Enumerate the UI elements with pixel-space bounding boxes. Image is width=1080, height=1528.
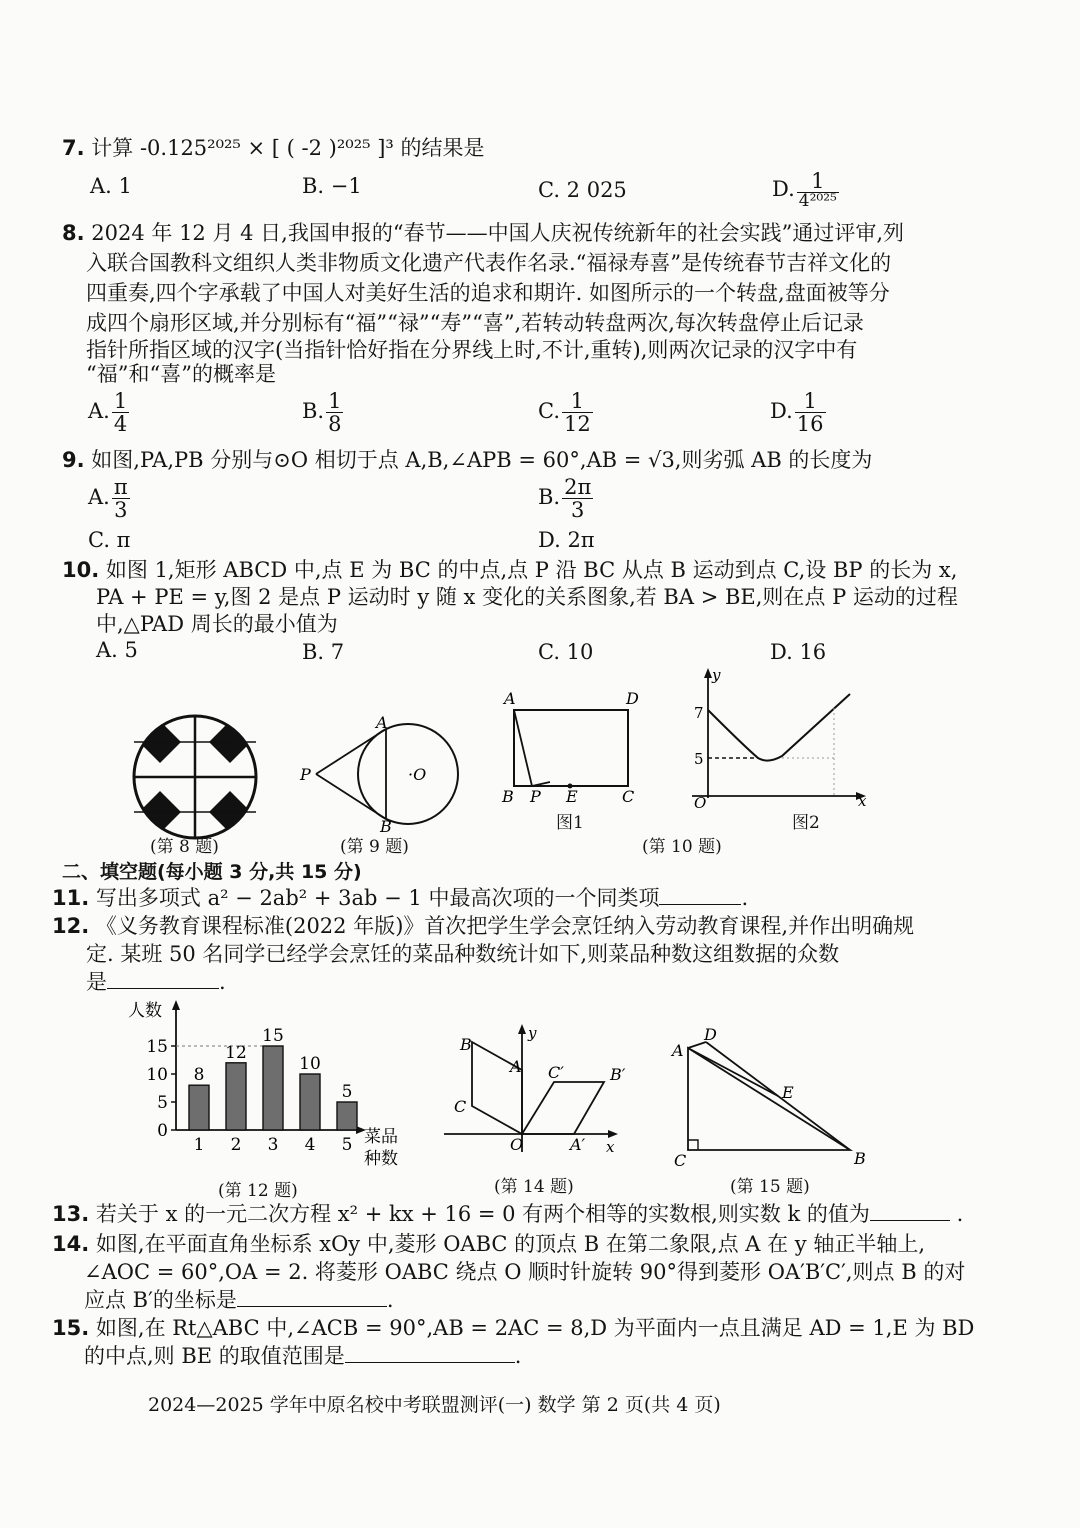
q8-line-4: 成四个扇形区域,并分别标有“福”“禄”“寿”“喜”,若转动转盘两次,每次转盘停止后记录 bbox=[86, 311, 864, 335]
y-tick-label: 10 bbox=[146, 1065, 168, 1085]
q14-text-3: 应点 B′的坐标是 bbox=[84, 1288, 237, 1312]
option-label: C. bbox=[538, 399, 560, 424]
spinner-figure bbox=[130, 712, 260, 842]
fraction-numerator: 1 bbox=[795, 390, 826, 413]
fig9-caption: (第 9 题) bbox=[340, 837, 409, 857]
triangle-abc bbox=[688, 1048, 850, 1150]
label-b: B bbox=[460, 1035, 472, 1054]
q11-number: 11. bbox=[52, 886, 90, 910]
label-e: E bbox=[782, 1083, 794, 1102]
fig14-caption: (第 14 题) bbox=[494, 1177, 574, 1197]
q11-text: 写出多项式 a² − 2ab² + 3ab − 1 中最高次项的一个同类项 bbox=[95, 886, 660, 910]
fraction-denominator: 4²⁰²⁵ bbox=[798, 191, 837, 212]
fraction-denominator: 3 bbox=[114, 498, 128, 523]
fig10-caption: (第 10 题) bbox=[642, 837, 722, 857]
q7-stem bbox=[62, 134, 485, 162]
q9-option-d: D. 2π bbox=[538, 528, 595, 552]
q13-stem bbox=[52, 1200, 963, 1228]
option-fraction bbox=[795, 390, 826, 435]
answer-blank[interactable] bbox=[345, 1344, 515, 1363]
rhombus-figure bbox=[440, 1020, 630, 1160]
q9-text: 如图,PA,PB 分别与⊙O 相切于点 A,B,∠APB = 60°,AB = √3,则劣弧 AB 的长度为 bbox=[91, 448, 873, 472]
label-c: C bbox=[454, 1097, 467, 1116]
fraction-denominator: 8 bbox=[328, 412, 342, 437]
chart-xlabel-line1: 菜品 bbox=[364, 1127, 398, 1147]
bar-data-label: 15 bbox=[262, 1026, 284, 1046]
q12-line-2: 定. 某班 50 名同学已经学会烹饪的菜品种数统计如下,则菜品种数这组数据的众数 bbox=[86, 942, 840, 966]
tangent-circle-figure bbox=[296, 708, 466, 834]
q12-text-3: 是 bbox=[86, 970, 107, 994]
q14-line-2: ∠AOC = 60°,OA = 2. 将菱形 OABC 绕点 O 顺时针旋转 90°得到菱形 OA′B′C′,则点 B 的对 bbox=[84, 1260, 966, 1284]
label-y: y bbox=[528, 1024, 537, 1042]
fraction-numerator: π bbox=[113, 475, 128, 499]
fig10-sub2: 图2 bbox=[792, 813, 820, 833]
q8-option-d bbox=[770, 390, 826, 435]
q10-number: 10. bbox=[62, 558, 100, 582]
label-x: x bbox=[858, 792, 867, 808]
y-tick-label: 15 bbox=[146, 1037, 168, 1057]
x-tick-label: 2 bbox=[230, 1135, 242, 1155]
q9-option-b bbox=[538, 476, 593, 521]
option-fraction bbox=[562, 476, 593, 521]
label-a: A bbox=[376, 713, 388, 732]
q12-number: 12. bbox=[52, 914, 90, 938]
x-axis-arrow bbox=[608, 1130, 618, 1138]
fraction-numerator: 1 bbox=[328, 389, 342, 413]
label-a: A bbox=[672, 1041, 684, 1060]
q7-option-b: B. −1 bbox=[302, 174, 362, 198]
chart-y-axis-arrow bbox=[172, 1000, 180, 1010]
tick-5: 5 bbox=[694, 750, 704, 768]
label-c: C bbox=[622, 787, 635, 806]
fraction-denominator: 16 bbox=[796, 412, 824, 437]
label-origin: O bbox=[694, 794, 707, 808]
q14-text-1: 如图,在平面直角坐标系 xOy 中,菱形 OABC 的顶点 B 在第二象限,点 A 在 y 轴正半轴上, bbox=[95, 1232, 925, 1256]
option-label: B. bbox=[302, 399, 325, 424]
y-tick-label: 5 bbox=[157, 1093, 168, 1113]
fraction-numerator: 1 bbox=[113, 389, 128, 413]
section-2-title: 二、填空题(每小题 3 分,共 15 分) bbox=[62, 861, 362, 883]
option-label: A. bbox=[88, 485, 110, 510]
x-tick-label: 4 bbox=[304, 1135, 316, 1155]
bar bbox=[300, 1074, 320, 1130]
label-c: C bbox=[674, 1151, 687, 1168]
option-label: A. bbox=[88, 399, 110, 424]
q8-line-2: 入联合国教科文组织人类非物质文化遗产代表作名录.“福禄寿喜”是传统春节吉祥文化的 bbox=[86, 251, 892, 275]
q9-number: 9. bbox=[62, 448, 85, 472]
q10-text-1: 如图 1,矩形 ABCD 中,点 E 为 BC 的中点,点 P 沿 BC 从点 B 运动到点 C,设 BP 的长为 x, bbox=[105, 558, 958, 582]
q12-line-3 bbox=[86, 968, 226, 996]
label-p: P bbox=[300, 765, 311, 784]
period: . bbox=[741, 886, 749, 910]
label-o: ·O bbox=[408, 765, 427, 784]
answer-blank[interactable] bbox=[870, 1202, 950, 1221]
rhombus-oapbpcp bbox=[522, 1082, 604, 1134]
q14-line-1 bbox=[52, 1230, 925, 1258]
option-fraction bbox=[112, 476, 130, 521]
fraction-numerator: 1 bbox=[562, 390, 593, 413]
q13-number: 13. bbox=[52, 1202, 90, 1226]
label-p: P bbox=[530, 787, 541, 806]
bar-data-label: 12 bbox=[225, 1042, 247, 1063]
x-tick-label: 5 bbox=[341, 1135, 353, 1155]
label-b: B bbox=[502, 787, 514, 806]
answer-blank[interactable] bbox=[237, 1288, 387, 1307]
q7-number: 7. bbox=[62, 136, 85, 160]
option-fraction bbox=[562, 390, 593, 435]
label-y: y bbox=[712, 666, 721, 684]
q8-line-1 bbox=[62, 219, 904, 247]
fraction-numerator: 1 bbox=[797, 170, 839, 193]
q8-number: 8. bbox=[62, 221, 85, 245]
option-fraction bbox=[326, 390, 343, 435]
label-a: A bbox=[504, 689, 516, 708]
label-d: D bbox=[626, 689, 639, 708]
bar-data-label: 10 bbox=[299, 1054, 321, 1074]
q13-text: 若关于 x 的一元二次方程 x² + kx + 16 = 0 有两个相等的实数根,则实数 k 的值为 bbox=[95, 1202, 870, 1226]
q11-stem bbox=[52, 884, 748, 912]
q7-text: 计算 -0.125²⁰²⁵ × [ ( -2 )²⁰²⁵ ]³ 的结果是 bbox=[91, 136, 485, 160]
label-b: B bbox=[380, 817, 392, 834]
q8-line-3: 四重奏,四个字承载了中国人对美好生活的追求和期许. 如图所示的一个转盘,盘面被等分 bbox=[86, 281, 890, 305]
label-origin: O bbox=[510, 1135, 524, 1154]
q7-option-d-fraction bbox=[797, 170, 839, 211]
q10-option-a: A. 5 bbox=[96, 638, 138, 662]
q10-option-c: C. 10 bbox=[538, 640, 594, 664]
label-a-prime: A′ bbox=[570, 1135, 586, 1154]
fraction-denominator: 3 bbox=[571, 498, 585, 523]
q8-option-b bbox=[302, 390, 343, 435]
bar-chart bbox=[124, 996, 414, 1172]
q10-line-3: 中,△PAD 周长的最小值为 bbox=[96, 612, 338, 636]
chart-xlabel-line2: 种数 bbox=[364, 1149, 398, 1169]
q12-line-1 bbox=[52, 912, 914, 940]
q12-text-1: 《义务教育课程标准(2022 年版)》首次把学生学会烹饪纳入劳动教育课程,并作出明确规 bbox=[95, 914, 915, 938]
q15-line-2 bbox=[84, 1342, 521, 1370]
q7-option-c: C. 2 025 bbox=[538, 178, 627, 202]
period: . bbox=[219, 970, 226, 994]
graph-curve bbox=[708, 694, 850, 761]
right-triangle-figure bbox=[668, 1024, 878, 1168]
answer-blank[interactable] bbox=[659, 886, 741, 905]
q10-option-d: D. 16 bbox=[770, 640, 827, 664]
q15-number: 15. bbox=[52, 1316, 90, 1340]
q10-line-1 bbox=[62, 556, 957, 584]
answer-blank[interactable] bbox=[107, 970, 219, 989]
bar-data-label: 8 bbox=[193, 1065, 205, 1086]
page-footer: 2024—2025 学年中原名校中考联盟测评(一) 数学 第 2 页(共 4 页) bbox=[148, 1394, 721, 1416]
q8-option-c bbox=[538, 390, 593, 435]
label-c-prime: C′ bbox=[548, 1063, 564, 1082]
q14-number: 14. bbox=[52, 1232, 90, 1256]
q7-option-d bbox=[772, 170, 839, 211]
x-tick-label: 1 bbox=[193, 1135, 205, 1155]
tangent-pb bbox=[316, 774, 386, 819]
q7-option-d-label: D. bbox=[772, 176, 795, 201]
option-label: B. bbox=[538, 485, 561, 510]
y-tick-label: 0 bbox=[157, 1121, 168, 1141]
tick-7: 7 bbox=[694, 704, 704, 722]
rectangle-figure bbox=[498, 684, 648, 808]
q8-line-6: “福”和“喜”的概率是 bbox=[86, 362, 276, 386]
bar bbox=[263, 1046, 283, 1130]
segment-ap bbox=[514, 710, 532, 786]
fig12-caption: (第 12 题) bbox=[218, 1181, 298, 1201]
label-x: x bbox=[606, 1138, 615, 1156]
label-b-prime: B′ bbox=[610, 1065, 626, 1084]
label-e: E bbox=[566, 787, 578, 806]
fig8-caption: (第 8 题) bbox=[150, 837, 219, 857]
q15-text-1: 如图,在 Rt△ABC 中,∠ACB = 90°,AB = 2AC = 8,D 为平面内一点且满足 AD = 1,E 为 BD bbox=[95, 1316, 975, 1340]
fraction-numerator: 2π bbox=[564, 475, 592, 499]
option-label: D. bbox=[770, 399, 793, 424]
rhombus-oabc bbox=[472, 1042, 522, 1134]
q9-stem bbox=[62, 446, 872, 474]
q10-option-b: B. 7 bbox=[302, 640, 345, 664]
q8-text-1: 2024 年 12 月 4 日,我国申报的“春节——中国人庆祝传统新年的社会实践”通过评审,列 bbox=[91, 221, 905, 245]
right-angle-mark bbox=[688, 1140, 698, 1150]
y-x-graph-figure bbox=[686, 664, 872, 808]
rectangle-abcd bbox=[514, 710, 628, 786]
fig10-sub1: 图1 bbox=[556, 813, 584, 833]
segment-ae bbox=[688, 1048, 778, 1096]
fig15-caption: (第 15 题) bbox=[730, 1177, 810, 1197]
label-b: B bbox=[854, 1149, 866, 1168]
fraction-denominator: 12 bbox=[564, 412, 591, 437]
bar bbox=[189, 1085, 209, 1130]
chart-ylabel: 人数 bbox=[128, 1001, 162, 1021]
q7-option-a: A. 1 bbox=[90, 174, 132, 198]
q14-line-3 bbox=[84, 1286, 394, 1314]
q9-option-c: C. π bbox=[88, 528, 131, 552]
y-axis-arrow bbox=[518, 1024, 526, 1034]
tangent-pa bbox=[316, 729, 386, 774]
q15-text-2: 的中点,则 BE 的取值范围是 bbox=[84, 1344, 345, 1368]
bar bbox=[226, 1063, 246, 1130]
q10-line-2: PA + PE = y,图 2 是点 P 运动时 y 随 x 变化的关系图象,若 BA > BE,则在点 P 运动的过程 bbox=[96, 585, 958, 609]
period: . bbox=[514, 1344, 522, 1368]
q9-option-a bbox=[88, 476, 130, 521]
label-a: A bbox=[510, 1057, 522, 1076]
label-d: D bbox=[704, 1025, 717, 1044]
q8-option-a bbox=[88, 390, 129, 435]
option-fraction bbox=[112, 390, 129, 435]
period: . bbox=[949, 1202, 964, 1226]
q8-line-5: 指针所指区域的汉字(当指针恰好指在分界线上时,不计,重转),则两次记录的汉字中有 bbox=[86, 338, 858, 362]
y-axis-arrow bbox=[704, 668, 712, 678]
bar-data-label: 5 bbox=[341, 1082, 353, 1102]
q15-line-1 bbox=[52, 1314, 974, 1342]
bar bbox=[337, 1102, 357, 1130]
x-tick-label: 3 bbox=[267, 1135, 279, 1155]
fraction-denominator: 4 bbox=[113, 412, 128, 437]
period: . bbox=[386, 1288, 394, 1312]
